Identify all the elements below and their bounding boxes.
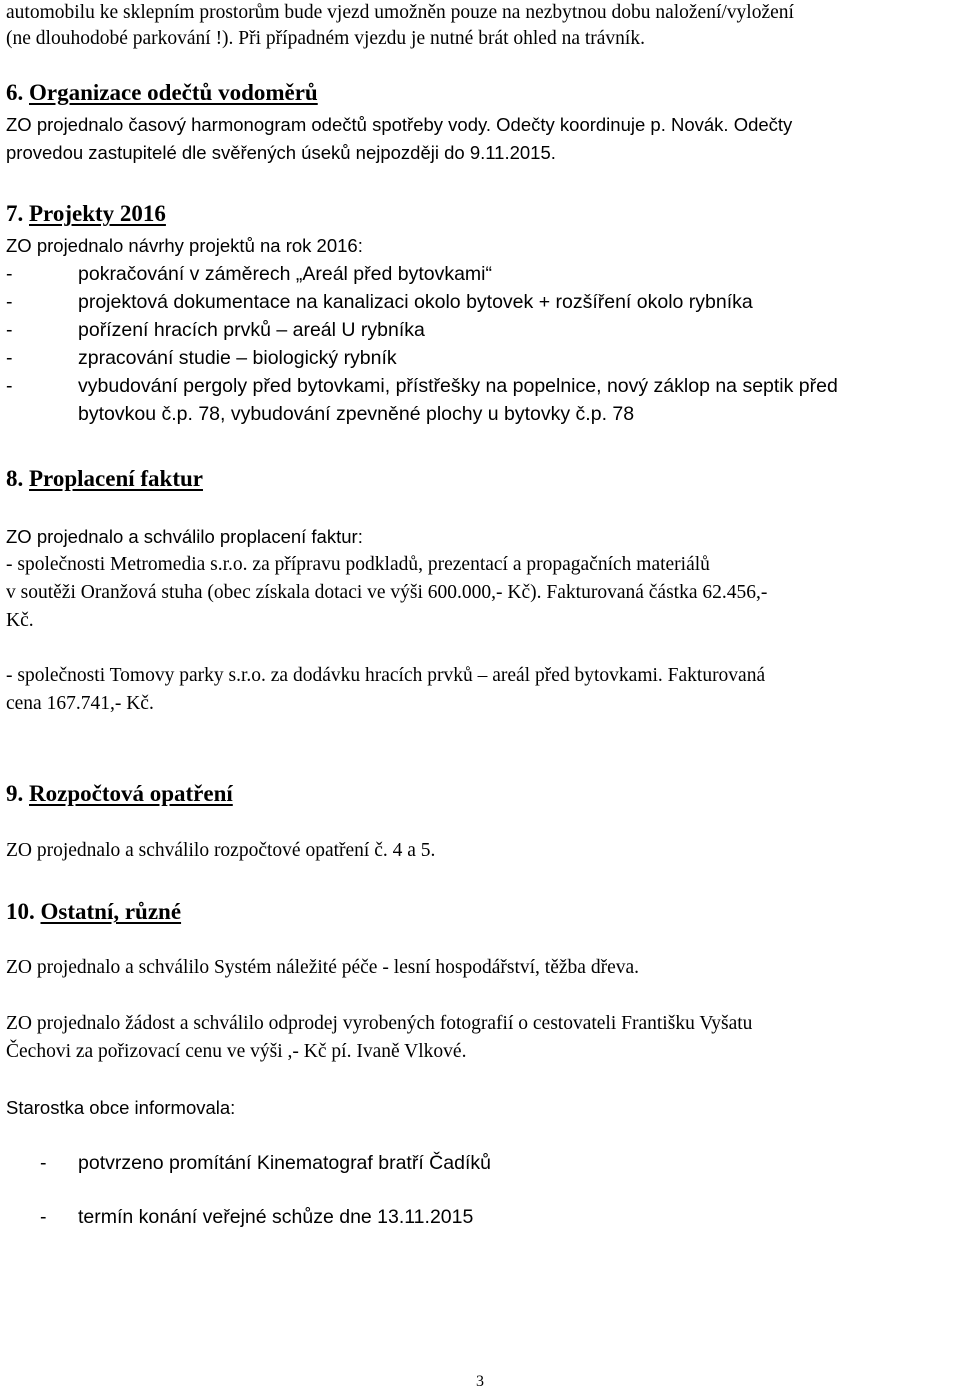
list-item-text: bytovkou č.p. 78, vybudování zpevněné plochy u bytovky č.p. 78 — [78, 403, 635, 425]
section-10-number: 10. — [6, 899, 35, 924]
bullet-dash: - — [6, 347, 13, 369]
bullet-dash: - — [6, 375, 13, 397]
section-8-para-1-line-2: v soutěži Oranžová stuha (obec získala dotaci ve výši 600.000,- Kč). Fakturovaná částka 62.456,- — [6, 582, 768, 603]
bullet-dash: - — [6, 319, 13, 341]
section-8-title: Proplacení faktur — [29, 466, 203, 491]
section-6-line-1: ZO projednalo časový harmonogram odečtů spotřeby vody. Odečty koordinuje p. Novák. Odečty — [6, 114, 793, 135]
bullet-dash: - — [40, 1206, 47, 1228]
section-8-heading — [6, 466, 203, 492]
section-10-text-2-line-2: Čechovi za pořizovací cenu ve výši ,- Kč pí. Ivaně Vlkové. — [6, 1041, 467, 1062]
list-item-text: potvrzeno promítání Kinematograf bratří Čadíků — [78, 1152, 491, 1174]
section-7-intro: ZO projednalo návrhy projektů na rok 2016: — [6, 235, 363, 256]
page-number: 3 — [476, 1373, 484, 1390]
section-6-line-2: provedou zastupitelé dle svěřených úseků nejpozději do 9.11.2015. — [6, 142, 556, 163]
section-8-para-2-line-2: cena 167.741,- Kč. — [6, 693, 154, 714]
section-10-text-1: ZO projednalo a schválilo Systém náležité péče - lesní hospodářství, těžba dřeva. — [6, 957, 639, 978]
bullet-dash: - — [40, 1152, 47, 1174]
bullet-dash: - — [6, 291, 13, 313]
list-item-text: projektová dokumentace na kanalizaci okolo bytovek + rozšíření okolo rybníka — [78, 291, 753, 313]
section-10-title: Ostatní, různé — [40, 899, 182, 924]
section-6-title: Organizace odečtů vodoměrů — [29, 80, 318, 105]
mayor-intro: Starostka obce informovala: — [6, 1097, 236, 1118]
section-10-text-2-line-1: ZO projednalo žádost a schválilo odprodej vyrobených fotografií o cestovateli Františku Vyšatu — [6, 1013, 753, 1034]
intro-line-2: (ne dlouhodobé parkování !). Při případném vjezdu je nutné brát ohled na trávník. — [6, 28, 645, 49]
section-7-title: Projekty 2016 — [29, 201, 166, 226]
bullet-dash: - — [6, 263, 13, 285]
list-item-text: vybudování pergoly před bytovkami, přístřešky na popelnice, nový záklop na septik před — [78, 375, 838, 397]
section-7-heading — [6, 201, 166, 227]
intro-line-1: automobilu ke sklepním prostorům bude vjezd umožněn pouze na nezbytnou dobu naložení/vyložení — [6, 2, 794, 23]
list-item-text: pořízení hracích prvků – areál U rybníka — [78, 319, 425, 341]
section-8-para-1-line-1: - společnosti Metromedia s.r.o. za přípravu podkladů, prezentací a propagačních materiálů — [6, 554, 710, 575]
section-7-number: 7. — [6, 201, 24, 226]
section-8-intro: ZO projednalo a schválilo proplacení faktur: — [6, 526, 363, 547]
section-8-para-1-line-3: Kč. — [6, 610, 34, 631]
section-6-heading — [6, 80, 318, 106]
section-9-text: ZO projednalo a schválilo rozpočtové opatření č. 4 a 5. — [6, 840, 436, 861]
section-10-heading — [6, 899, 181, 925]
section-9-title: Rozpočtová opatření — [29, 781, 233, 806]
list-item-text: zpracování studie – biologický rybník — [78, 347, 397, 369]
list-item-text: termín konání veřejné schůze dne 13.11.2015 — [78, 1206, 474, 1228]
section-9-heading — [6, 781, 233, 807]
list-item-text: pokračování v záměrech „Areál před bytovkami“ — [78, 263, 493, 285]
section-8-para-2-line-1: - společnosti Tomovy parky s.r.o. za dodávku hracích prvků – areál před bytovkami. Fakturovaná — [6, 665, 766, 686]
section-8-number: 8. — [6, 466, 24, 491]
section-6-number: 6. — [6, 80, 24, 105]
section-9-number: 9. — [6, 781, 24, 806]
